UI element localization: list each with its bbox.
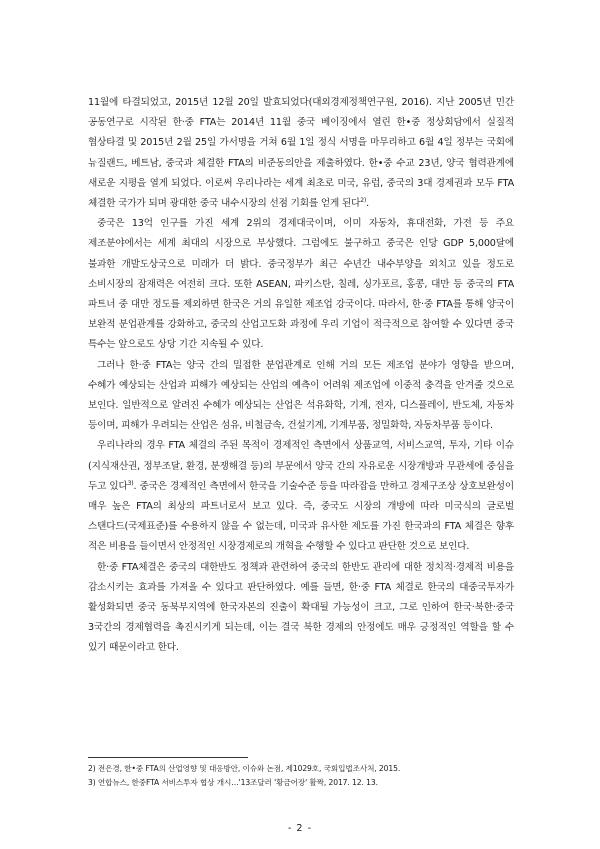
footnote-ref-3[interactable]: 3) — [127, 479, 134, 487]
document-body — [88, 93, 514, 659]
paragraph-3 — [88, 356, 514, 437]
paragraph-2-text: 중국은 13억 인구를 가진 세계 2위의 경제대국이며, 이미 자동차, 휴대전화, 가전 등 주요 제조분야에서는 세계 최대의 시장으로 부상했다. 그럼에도 불구하고 중국은 인당 GDP 5,000달에 불과한 개발도상국으로 미래가 더 밝다. 중국정부가 최근 수년간 내수부양을 외치고 있을 정도로 소비시장의 잠재력은 여전히 크다. 또한 ASEAN, 파키스탄, 칠레, 싱가포르, 홍콩, 대만 등 중국의 FTA 파트너 중 대만 정도를 제외하면 한국은 거의 유일한 제조업 강국이다. 따라서, 한·중 FTA를 통해 양국이 보완적 분업관계를 강화하고, 중국의 산업고도화 과정에 우리 기업이 적극적으로 참여할 수 있다면 중국 특수는 앞으로도 상당 기간 지속될 수 있다. — [88, 218, 514, 351]
footnote-3: 3) 연합뉴스, 한중FTA 서비스투자 협상 개시…'13조달러 '황금어장' 활짝, 2017. 12. 13. — [88, 778, 378, 787]
paragraph-1-tail: . — [366, 198, 370, 210]
paragraph-3-text: 그러나 한·중 FTA는 양국 간의 밀접한 분업관계로 인해 거의 모든 제조업 분야가 영향을 받으며, 수혜가 예상되는 산업과 피해가 예상되는 산업의 예측이 어려워 제조업에 이중적 충격을 안겨줄 것으로 보인다. 일반적으로 알려진 수혜가 예상되는 산업은 석유화학, 기계, 전자, 디스플레이, 반도체, 자동차 등이며, 피해가 우려되는 산업은 섬유, 비철금속, 건설기계, 기계부품, 정밀화학, 자동차부품 등이다. — [88, 359, 514, 432]
paragraph-4-tail: . 중국은 경제적인 측면에서 한국을 기술수준 등을 따라잡을 만하고 경제구조상 상호보완성이 매우 높은 FTA의 최상의 파트너로서 보고 있다. 즉, 중국도 시장의 개방에 따라 미국식의 글로벌 스탠다드(국제표준)를 수용하지 않을 수 없는데, 미국과 유사한 제도를 가진 한국과의 FTA 체결은 향후 적은 비용을 들이면서 안정적인 시장경제로의 개혁을 수행할 수 있다고 판단한 것으로 보인다. — [88, 480, 514, 553]
page-number: - 2 - — [287, 823, 313, 834]
paragraph-1-text: 11월에 타결되었고, 2015년 12월 20일 발효되었다(대외경제정책연구원, 2016). 지난 2005년 민간 공동연구로 시작된 한·중 FTA는 2014년 11월 중국 베이징에서 열린 한•중 정상회담에서 실질적 협상타결 및 2015년 2월 25일 가서명을 거쳐 6월 1일 정식 서명을 마무리하고 6월 4일 정부는 국회에 뉴질랜드, 베트남, 중국과 체결한 FTA의 비준동의안을 제출하였다. 한•중 수교 23년, 양국 협력관계에 새로운 지평을 열게 되었다. 이로써 우리나라는 세계 최초로 미국, 유럽, 중국의 3대 경제권과 모두 FTA 체결한 국가가 되며 광대한 중국 내수시장의 선점 기회를 얻게 된다 — [88, 97, 514, 210]
paragraph-1 — [88, 93, 514, 214]
paragraph-4 — [88, 436, 514, 557]
footnote-ref-2[interactable]: 2) — [360, 196, 367, 204]
paragraph-5 — [88, 558, 514, 659]
paragraph-5-text: 한·중 FTA체결은 중국의 대한반도 정책과 관련하여 중국의 한반도 관리에 대한 정치적·경제적 비용을 감소시키는 효과를 가져올 수 있다고 판단하였다. 예를 들면, 한·중 FTA 체결로 한국의 대중국투자가 활성화되면 중국 동북부지역에 한국자본의 진출이 확대될 가능성이 크고, 그로 인하여 한국·북한·중국 3국간의 경제협력을 촉진시키게 되는데, 이는 결국 북한 경제의 안정에도 매우 긍정적인 역할을 할 수 있기 때문이라고 한다. — [88, 561, 514, 654]
footnote-2: 2) 전은경, 한•중 FTA의 산업영향 및 대응방안, 이슈와 논점, 제1029호, 국회입법조사처, 2015. — [88, 764, 401, 773]
footnotes — [88, 762, 514, 790]
footnote-divider — [88, 757, 248, 758]
paragraph-4-text: 우리나라의 경우 FTA 체결의 주된 목적이 경제적인 측면에서 상품교역, 서비스교역, 투자, 기타 이슈(지식재산권, 정부조달, 환경, 분쟁해결 등)의 부문에서 양국 간의 자유로운 시장개방과 무관세에 중심을 두고 있다 — [88, 440, 514, 492]
paragraph-2 — [88, 214, 514, 355]
